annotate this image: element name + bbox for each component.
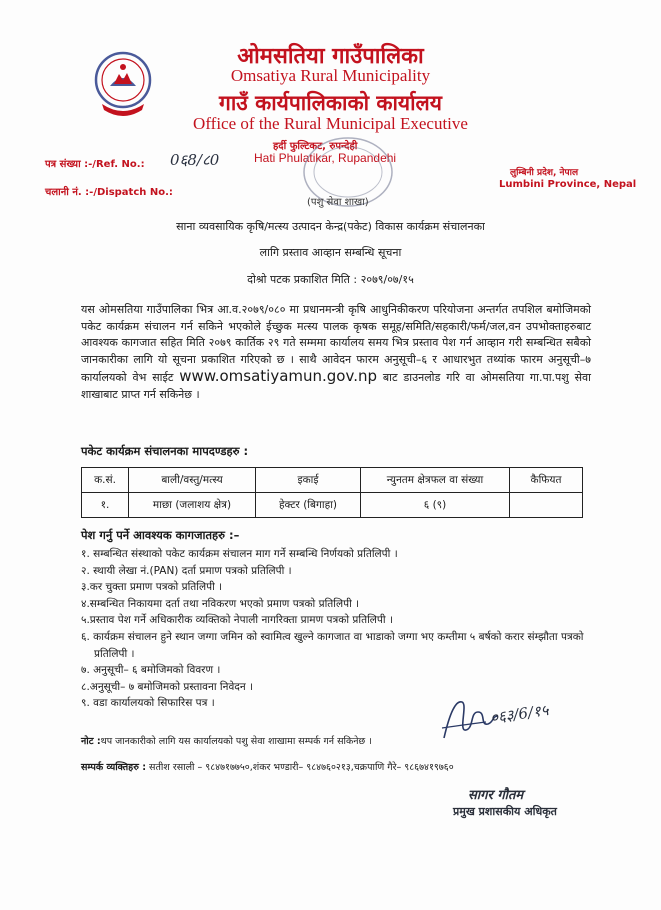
cell-min-area: ६ (९) [361,493,510,518]
notice-subject-line2: लागि प्रस्ताव आव्हान सम्बन्धि सूचना [259,246,402,259]
stamp-section-label: (पशु सेवा शाखा) [307,197,369,208]
list-item: ५.प्रस्ताव पेश गर्ने अधिकारीक व्यक्तिको नेपाली नागरिक्ता प्रामण पत्रको प्रतिलिपी । [81,614,393,627]
note-label: नोट : [81,736,101,747]
website-link[interactable]: www.omsatiyamun.gov.np [179,367,377,385]
documents-heading: पेश गर्नु पर्ने आवश्यक कागजातहरु :– [81,528,240,542]
criteria-heading: पकेट कार्यक्रम संचालनका मापदण्डहरु : [81,444,249,458]
notice-body [81,302,591,403]
signatory-title: प्रमुख प्रशासकीय अधिकृत [453,805,557,818]
list-item: ८.अनुसूची– ७ बमोजिमको प्रस्तावना निवेदन । [81,680,254,693]
province-en: Lumbini Province, Nepal [499,179,637,190]
list-item: ७. अनुसूची– ६ बमोजिमको विवरण । [81,664,221,677]
list-item: २. स्थायी लेखा नं.(PAN) दर्ता प्रमाण पत्रको प्रतिलिपी । [81,564,292,577]
list-item: ३.कर चुक्ता प्रमाण पत्रको प्रतिलिपी । [81,581,223,594]
list-item: ९. वडा कार्यालयको सिफारिस पत्र । [81,697,215,710]
province-np: लुम्बिनी प्रदेश, नेपाल [510,168,579,178]
address-en: Hati Phulatikar, Rupandehi [254,151,397,165]
list-item: १. सम्बन्धित संस्थाको पकेट कार्यक्रम संचालन माग गर्ने सम्बन्धि निर्णयको प्रतिलिपी । [81,548,398,560]
signature-date: ०६३/6/१५ [489,701,550,727]
municipality-name-np: ओमसतिया गाउँपालिका [237,44,424,69]
col-sn: क.सं. [82,468,129,493]
cell-sn: १. [82,493,129,518]
notice-body-text: यस ओमसतिया गाउँपालिका भित्र आ.व.२०७९/०८० मा प्रधानमन्त्री कृषि आधुनिकीकरण परियोजना अन्तर्गत तपशिल बमोजिमको पकेट कार्यक्रम संचालन गर्न सकिने भएकोले ईच्छुक मत्स्य पालक कृषक समूह/समिति/सहकारी/फर्म/जल,वन उपभोक्ताहरुबाट आवश्यक कागजात सहित मिति २०७९ कार्तिक २९ गते सम्ममा कार्यालय समय भित्र प्रस्ताव पेश गर्न आव्हान गरी सम्बन्धित सबैको जानकारीका लागि यो सूचना प्रकाशित गरिएको छ । साथै आवेदन फारम अनुसूची–६ र आधारभुत तथ्यांक फारम अनुसूची–७ कार्यालयको वेभ साईट [81,303,591,384]
note-text: थप जानकारीको लागि यस कार्यालयको पशु सेवा शाखामा सम्पर्क गर्न सकिनेछ । [100,736,372,747]
cell-unit: हेक्टर (बिगाहा) [256,493,361,518]
contact-label: सम्पर्क व्यक्तिहरु : [81,762,147,773]
criteria-table [81,467,583,518]
office-name-en: Office of the Rural Municipal Executive [193,114,468,133]
list-item: ४.सम्बन्धित निकायमा दर्ता तथा नविकरण भएको प्रमाण पत्रको प्रतिलिपी । [81,597,360,610]
ref-label: पत्र संख्या :-/Ref. No.: [45,159,145,170]
col-remarks: कैफियत [510,468,583,493]
cell-remarks [510,493,583,518]
col-crop: बाली/वस्तु/मत्स्य [129,468,256,493]
col-unit: इकाई [256,468,361,493]
municipality-name-en: Omsatiya Rural Municipality [230,66,431,85]
list-item: ६. कार्यक्रम संचालन हुने स्थान जग्गा जमिन को स्वामित्व खुल्ने कागजात वा भाडाको जग्गा भए कम्तीमा ५ बर्षको करार संम्झौता पत्रको प्रतिलिपी । [81,630,584,660]
note-line [81,734,372,747]
ref-number-handwritten: 0६8/८0 [170,151,220,169]
contact-line [81,760,454,773]
cell-crop: माछा (जलाशय क्षेत्र) [129,493,256,518]
table-row [82,493,583,518]
signatory-name: सागर गौतम [468,788,524,803]
notice-body-tail: बाट डाउनलोड गरि वा ओमसतिया गा.पा.पशु सेवा शाखाबाट प्राप्त गर्न सकिनेछ । [81,371,592,401]
office-name-np: गाउँ कार्यपालिकाको कार्यालय [219,91,442,115]
publication-date: दोश्रो पटक प्रकाशित मिति : २०७९/०७/१५ [247,273,414,286]
dispatch-label: चलानी नं. :-/Dispatch No.: [45,187,173,198]
notice-subject-line1: साना व्यवसायिक कृषि/मत्स्य उत्पादन केन्द्र(पकेट) विकास कार्यक्रम संचालनका [176,220,485,233]
col-min-area: न्युनतम क्षेत्रफल वा संख्या [361,468,510,493]
contact-text: सतीश रसाली – ९८४७१७७५०,शंकर भण्डारी– ९८४७६०२१३,चक्रपाणि गैरे– ९८६७४१९७६० [149,762,454,773]
address-np: हर्दी फुल्टिकट, रुपन्देही [273,141,358,152]
criteria-table-header [82,468,583,493]
